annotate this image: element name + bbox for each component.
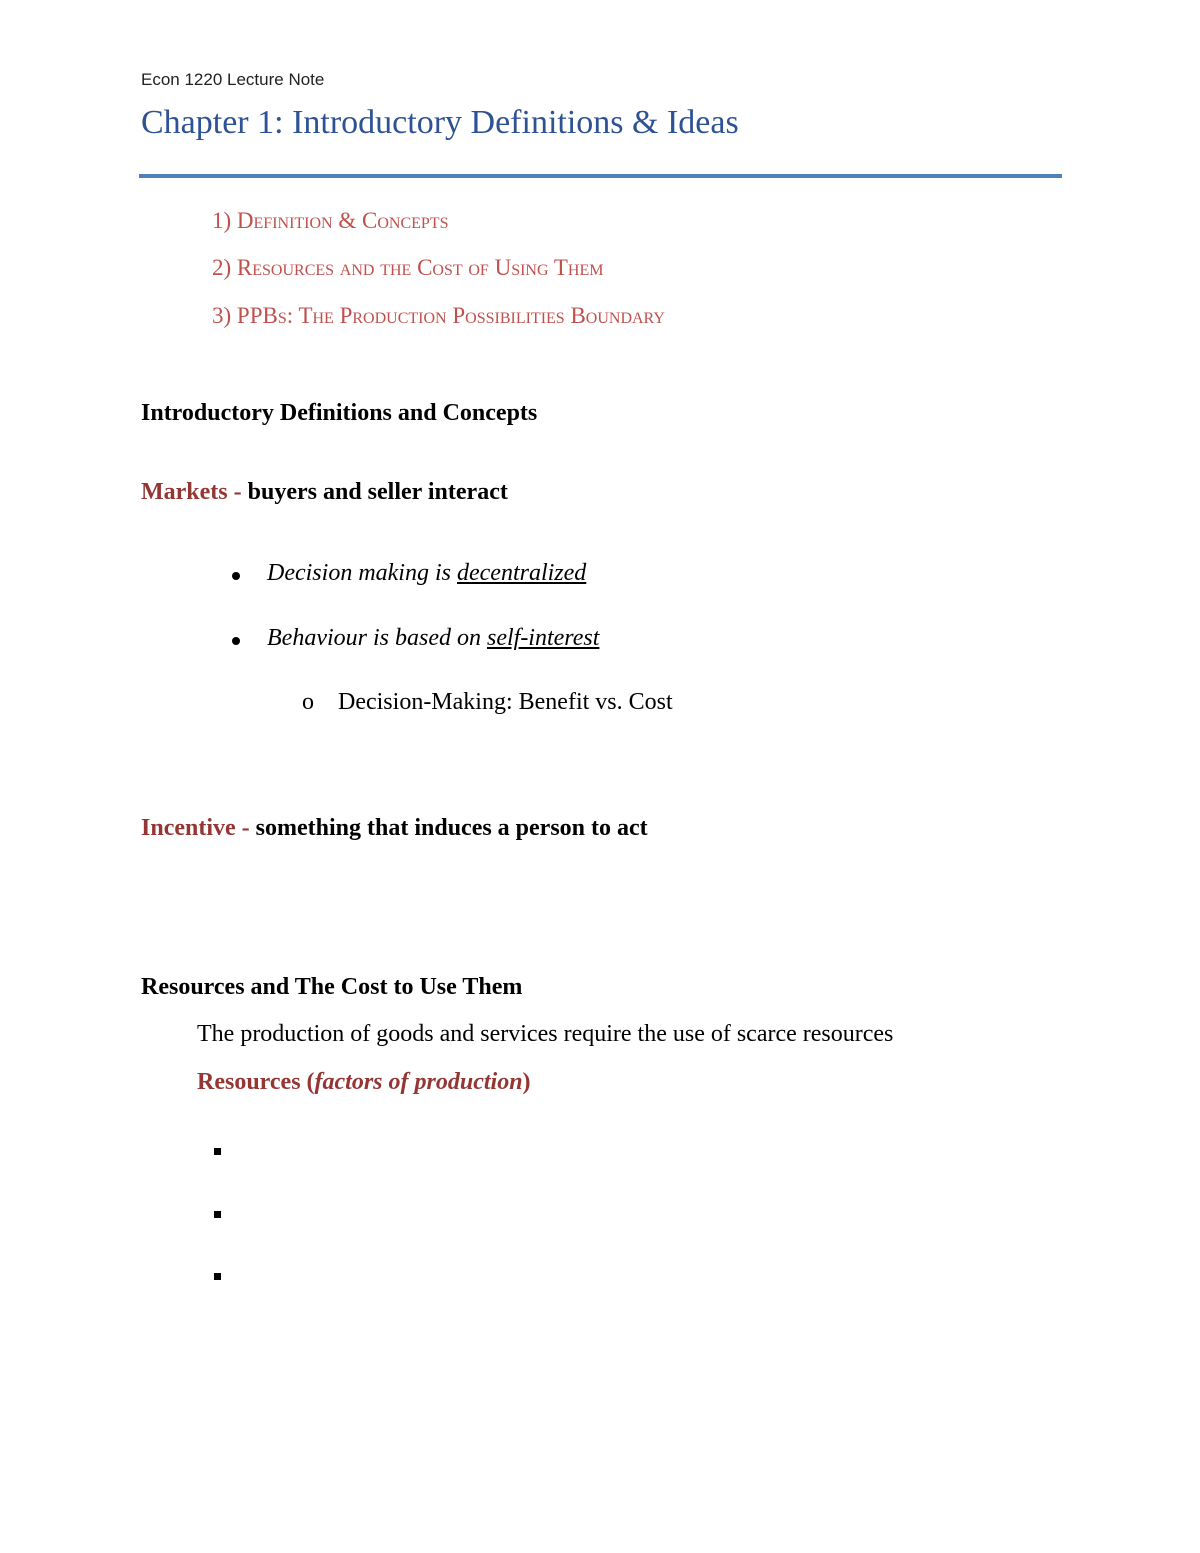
incentive-definition xyxy=(141,815,648,842)
markets-bullet-2 xyxy=(267,625,599,652)
bullet-dot xyxy=(232,572,240,580)
page-header: Econ 1220 Lecture Note xyxy=(141,70,325,89)
sub-bullet-marker: o xyxy=(302,689,314,715)
markets-definition xyxy=(141,479,508,506)
toc-item-1: 1) Definition & Concepts xyxy=(212,208,449,233)
title-divider xyxy=(139,174,1062,178)
markets-term: Markets - xyxy=(141,479,242,505)
markets-bullet-1 xyxy=(267,560,586,587)
resources-term-line xyxy=(197,1069,531,1096)
incentive-term: Incentive - xyxy=(141,815,250,841)
bullet-underlined: self-interest xyxy=(486,625,600,651)
empty-bullet-square xyxy=(214,1211,221,1218)
empty-bullet-square xyxy=(214,1148,221,1155)
bullet-underlined: decentralized xyxy=(456,560,587,586)
sub-bullet-text: Decision-Making: Benefit vs. Cost xyxy=(338,689,673,715)
empty-bullet-square xyxy=(214,1273,221,1280)
resources-term-close: ) xyxy=(522,1069,531,1095)
resources-term: Resources ( xyxy=(197,1069,315,1095)
incentive-definition-text: something that induces a person to act xyxy=(249,815,648,841)
resources-term-italic: factors of production xyxy=(314,1069,523,1095)
bullet-dot xyxy=(232,637,240,645)
markets-definition-text: buyers and seller interact xyxy=(241,479,508,505)
section-heading-resources: Resources and The Cost to Use Them xyxy=(141,974,523,1000)
toc-item-3: 3) PPBs: The Production Possibilities Boundary xyxy=(212,303,665,328)
section-heading-definitions: Introductory Definitions and Concepts xyxy=(141,400,538,426)
bullet-text: Decision making is xyxy=(267,560,457,586)
toc-item-2: 2) Resources and the Cost of Using Them xyxy=(212,255,604,280)
bullet-text: Behaviour is based on xyxy=(267,625,487,651)
page-title: Chapter 1: Introductory Definitions & Ideas xyxy=(141,104,739,141)
resources-body: The production of goods and services require the use of scarce resources xyxy=(197,1021,894,1047)
